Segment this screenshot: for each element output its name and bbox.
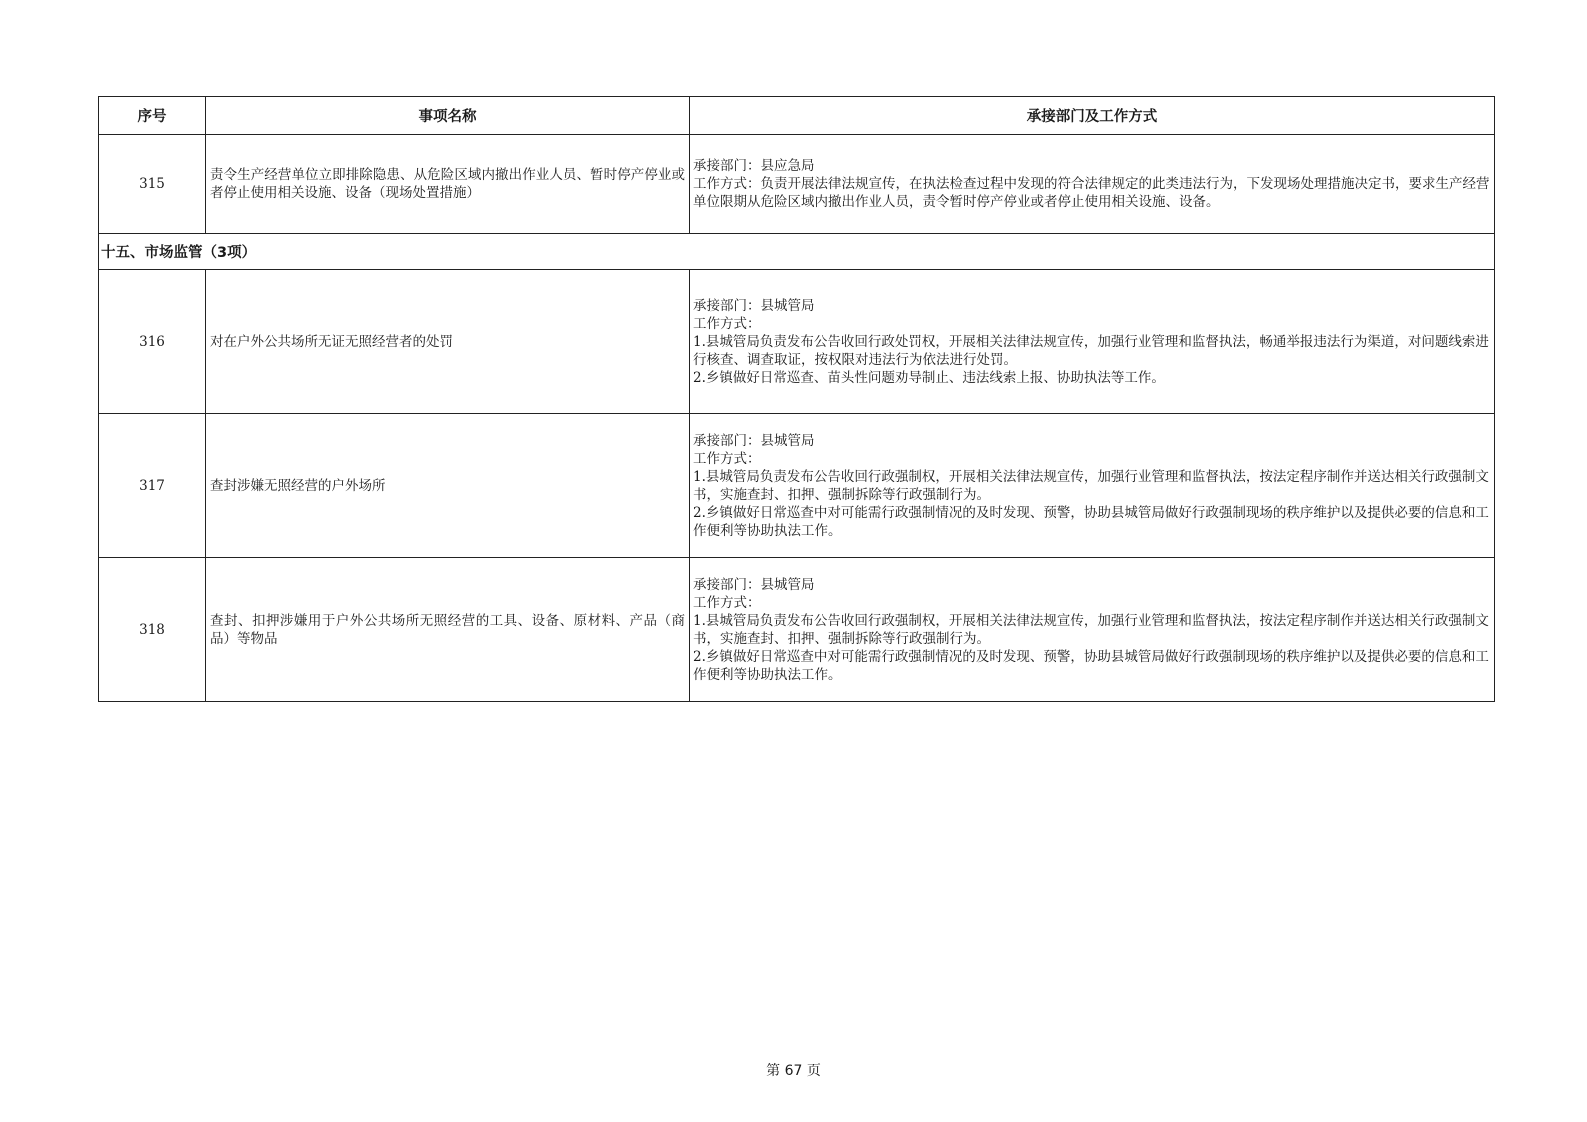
header-department-method: 承接部门及工作方式 xyxy=(690,97,1495,135)
row-item-name: 查封涉嫌无照经营的户外场所 xyxy=(206,414,690,558)
dept-line: 1.县城管局负责发布公告收回行政强制权，开展相关法律法规宣传，加强行业管理和监督执法，按法定程序制作并送达相关行政强制文书，实施查封、扣押、强制拆除等行政强制行为。 xyxy=(693,612,1489,647)
dept-line: 承接部门：县应急局 xyxy=(693,158,815,174)
items-table xyxy=(98,96,1495,702)
row-serial-number: 316 xyxy=(99,270,206,414)
row-department-method xyxy=(690,270,1495,414)
section-row xyxy=(99,234,1495,270)
dept-line: 工作方式：负责开展法律法规宣传，在执法检查过程中发现的符合法律规定的此类违法行为，下发现场处理措施决定书，要求生产经营单位限期从危险区域内撤出作业人员，责令暂时停产停业或者停止使用相关设施、设备。 xyxy=(693,176,1490,210)
row-item-name: 对在户外公共场所无证无照经营者的处罚 xyxy=(206,270,690,414)
dept-line: 2.乡镇做好日常巡查中对可能需行政强制情况的及时发现、预警，协助县城管局做好行政强制现场的秩序维护以及提供必要的信息和工作便利等协助执法工作。 xyxy=(693,504,1489,539)
row-department-method xyxy=(690,414,1495,558)
row-item-name: 责令生产经营单位立即排除隐患、从危险区域内撤出作业人员、暂时停产停业或者停止使用相关设施、设备（现场处置措施） xyxy=(206,135,690,234)
header-item-name: 事项名称 xyxy=(206,97,690,135)
row-serial-number: 315 xyxy=(99,135,206,234)
dept-line: 2.乡镇做好日常巡查、苗头性问题劝导制止、违法线索上报、协助执法等工作。 xyxy=(693,369,1165,386)
row-item-name: 查封、扣押涉嫌用于户外公共场所无照经营的工具、设备、原材料、产品（商品）等物品 xyxy=(206,558,690,702)
table-header-row xyxy=(99,97,1495,135)
page-number: 第 67 页 xyxy=(766,1063,821,1079)
row-serial-number: 317 xyxy=(99,414,206,558)
dept-line: 2.乡镇做好日常巡查中对可能需行政强制情况的及时发现、预警，协助县城管局做好行政强制现场的秩序维护以及提供必要的信息和工作便利等协助执法工作。 xyxy=(693,648,1489,683)
dept-line: 承接部门：县城管局 xyxy=(693,297,815,314)
table-row xyxy=(99,414,1495,558)
header-serial-number: 序号 xyxy=(99,97,206,135)
row-department-method xyxy=(690,558,1495,702)
section-title: 十五、市场监管（3项） xyxy=(99,234,1495,270)
dept-line: 工作方式： xyxy=(693,594,761,611)
table-row xyxy=(99,135,1495,234)
table-row xyxy=(99,558,1495,702)
table-row xyxy=(99,270,1495,414)
dept-line: 1.县城管局负责发布公告收回行政处罚权，开展相关法律法规宣传，加强行业管理和监督执法，畅通举报违法行为渠道，对问题线索进行核查、调查取证，按权限对违法行为依法进行处罚。 xyxy=(693,333,1489,368)
dept-line: 承接部门：县城管局 xyxy=(693,576,815,593)
dept-line: 工作方式： xyxy=(693,450,761,467)
dept-line: 1.县城管局负责发布公告收回行政强制权，开展相关法律法规宣传，加强行业管理和监督执法，按法定程序制作并送达相关行政强制文书，实施查封、扣押、强制拆除等行政强制行为。 xyxy=(693,468,1489,503)
row-serial-number: 318 xyxy=(99,558,206,702)
dept-line: 工作方式： xyxy=(693,315,761,332)
dept-line: 承接部门：县城管局 xyxy=(693,432,815,449)
row-department-method xyxy=(690,135,1495,234)
